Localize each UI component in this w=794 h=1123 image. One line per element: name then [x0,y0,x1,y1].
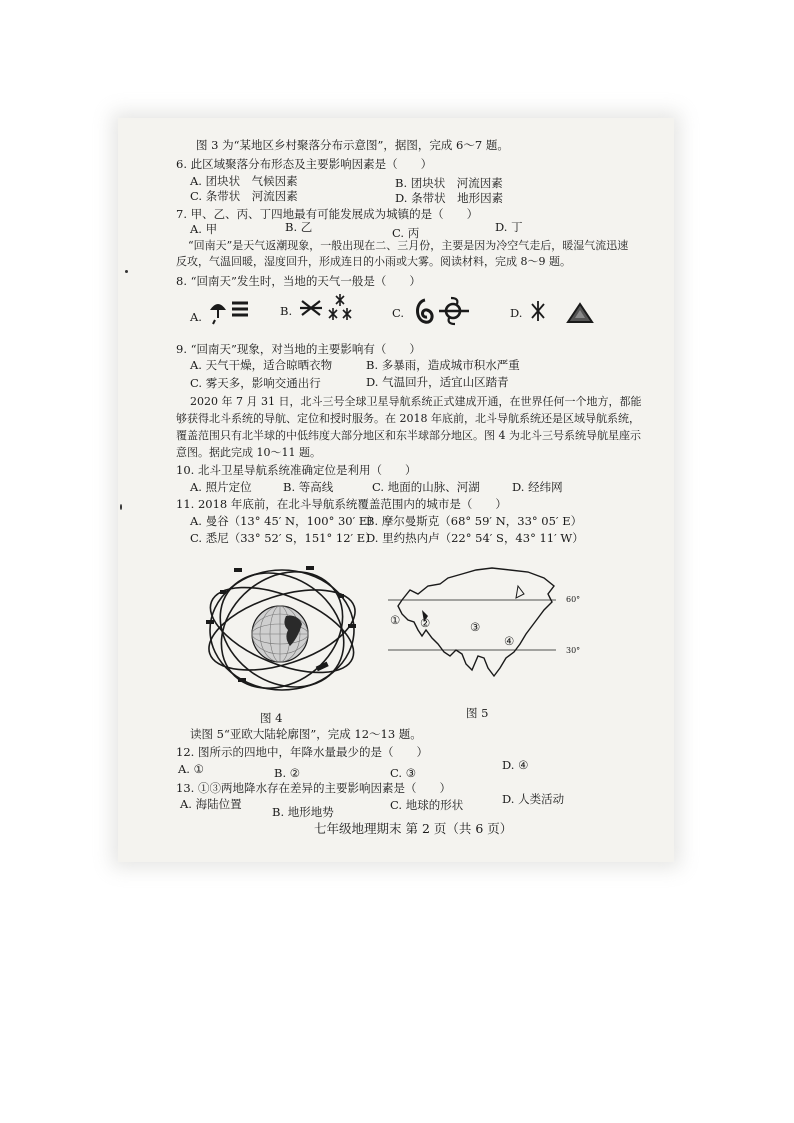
q10-option-a: A. 照片定位 [190,480,252,494]
typhoon-icon [411,294,471,330]
q7-stem: 7. 甲、乙、丙、丁四地最有可能发展成为城镇的是（ ） [176,207,479,221]
fig4-satellite-constellation [198,560,366,700]
fig5-point-4: ④ [504,634,515,648]
q13-option-b: B. 地形地势 [272,805,334,819]
q12-option-c: C. ③ [390,766,417,780]
q6-stem: 6. 此区域聚落分布形态及主要影响因素是（ ） [176,157,433,171]
q8-stem: 8. “回南天”发生时，当地的天气一般是（ ） [176,274,421,288]
fig5-lat-60: 60° [566,595,581,604]
q10-option-b: B. 等高线 [283,480,334,494]
fig5-point-3: ③ [470,620,481,634]
q13-option-c: C. 地球的形状 [390,798,464,812]
intro-huinantian-line2: 反攻，气温回暖，湿度回升，形成连日的小雨或大雾。阅读材料，完成 8～9 题。 [176,255,571,268]
q8-option-b: B. [280,304,293,318]
fig5-lat-30: 30° [566,646,581,655]
q11-option-a: A. 曼谷（13° 45′ N，100° 30′ E） [190,514,379,528]
q9-option-b: B. 多暴雨，造成城市积水严重 [366,358,520,372]
scan-speck [125,270,128,273]
snow-icon [296,292,360,324]
intro-fig5: 读图 5“亚欧大陆轮廓图”，完成 12～13 题。 [190,727,422,741]
q9-option-d: D. 气温回升，适宜山区踏青 [366,375,509,389]
q7-option-a: A. 甲 [190,222,218,236]
q10-option-d: D. 经纬网 [512,480,563,494]
q9-option-c: C. 雾天多，影响交通出行 [190,376,321,390]
q13-option-d: D. 人类活动 [502,792,565,806]
intro-fig3: 图 3 为“某地区乡村聚落分布示意图”，据图，完成 6～7 题。 [196,138,509,152]
q6-option-c: C. 条带状 河流因素 [190,189,298,203]
fig4-caption: 图 4 [260,711,283,725]
sandstorm-icon [528,298,594,326]
page-footer: 七年级地理期末 第 2 页（共 6 页） [314,821,513,836]
q11-option-c: C. 悉尼（33° 52′ S，151° 12′ E） [190,531,377,545]
q11-option-b: B. 摩尔曼斯克（68° 59′ N，33° 05′ E） [366,514,583,528]
q12-stem: 12. 图所示的四地中，年降水量最少的是（ ） [176,745,428,759]
q8-option-a: A. [190,310,202,324]
intro-huinantian-line1: “回南天”是天气返潮现象，一般出现在二、三月份，主要是因为冷空气走后，暖湿气流迅速 [188,239,629,252]
q13-option-a: A. 海陆位置 [180,797,242,811]
q10-stem: 10. 北斗卫星导航系统准确定位是利用（ ） [176,463,417,477]
intro-beidou-line4: 意图。据此完成 10～11 题。 [176,446,321,459]
fig5-point-1: ① [390,613,401,627]
q10-option-c: C. 地面的山脉、河湖 [372,480,480,494]
q12-option-d: D. ④ [502,758,529,772]
scan-speck [120,504,122,510]
q9-option-a: A. 天气干燥，适合晾晒衣物 [190,358,333,372]
fig5-caption: 图 5 [466,706,489,720]
fog-rain-icon [206,296,256,328]
q12-option-a: A. ① [178,762,204,776]
intro-beidou-line2: 够获得北斗系统的导航、定位和授时服务。在 2018 年底前，北斗导航系统还是区域导航系统， [176,412,640,425]
q8-option-c: C. [392,306,405,320]
q6-option-d: D. 条带状 地形因素 [395,191,504,205]
q12-option-b: B. ② [274,766,301,780]
intro-beidou-line3: 覆盖范围只有北半球的中低纬度大部分地区和东半球部分地区。图 4 为北斗三号系统导航星座示 [176,429,641,442]
q9-stem: 9. “回南天”现象，对当地的主要影响有（ ） [176,342,421,356]
q7-option-b: B. 乙 [285,220,313,234]
q13-stem: 13. ①③两地降水存在差异的主要影响因素是（ ） [176,781,451,795]
q7-option-c: C. 丙 [392,226,420,240]
q6-option-a: A. 团块状 气候因素 [190,174,298,188]
fig5-point-2: ② [420,616,431,630]
q7-option-d: D. 丁 [495,220,523,234]
q6-option-b: B. 团块状 河流因素 [395,176,503,190]
q11-stem: 11. 2018 年底前，在北斗导航系统覆盖范围内的城市是（ ） [176,497,507,511]
q11-option-d: D. 里约热内卢（22° 54′ S，43° 11′ W） [366,531,584,545]
q8-option-d: D. [510,306,523,320]
intro-beidou-line1: 2020 年 7 月 31 日，北斗三号全球卫星导航系统正式建成开通，在世界任何一个地方，都能 [190,395,642,408]
